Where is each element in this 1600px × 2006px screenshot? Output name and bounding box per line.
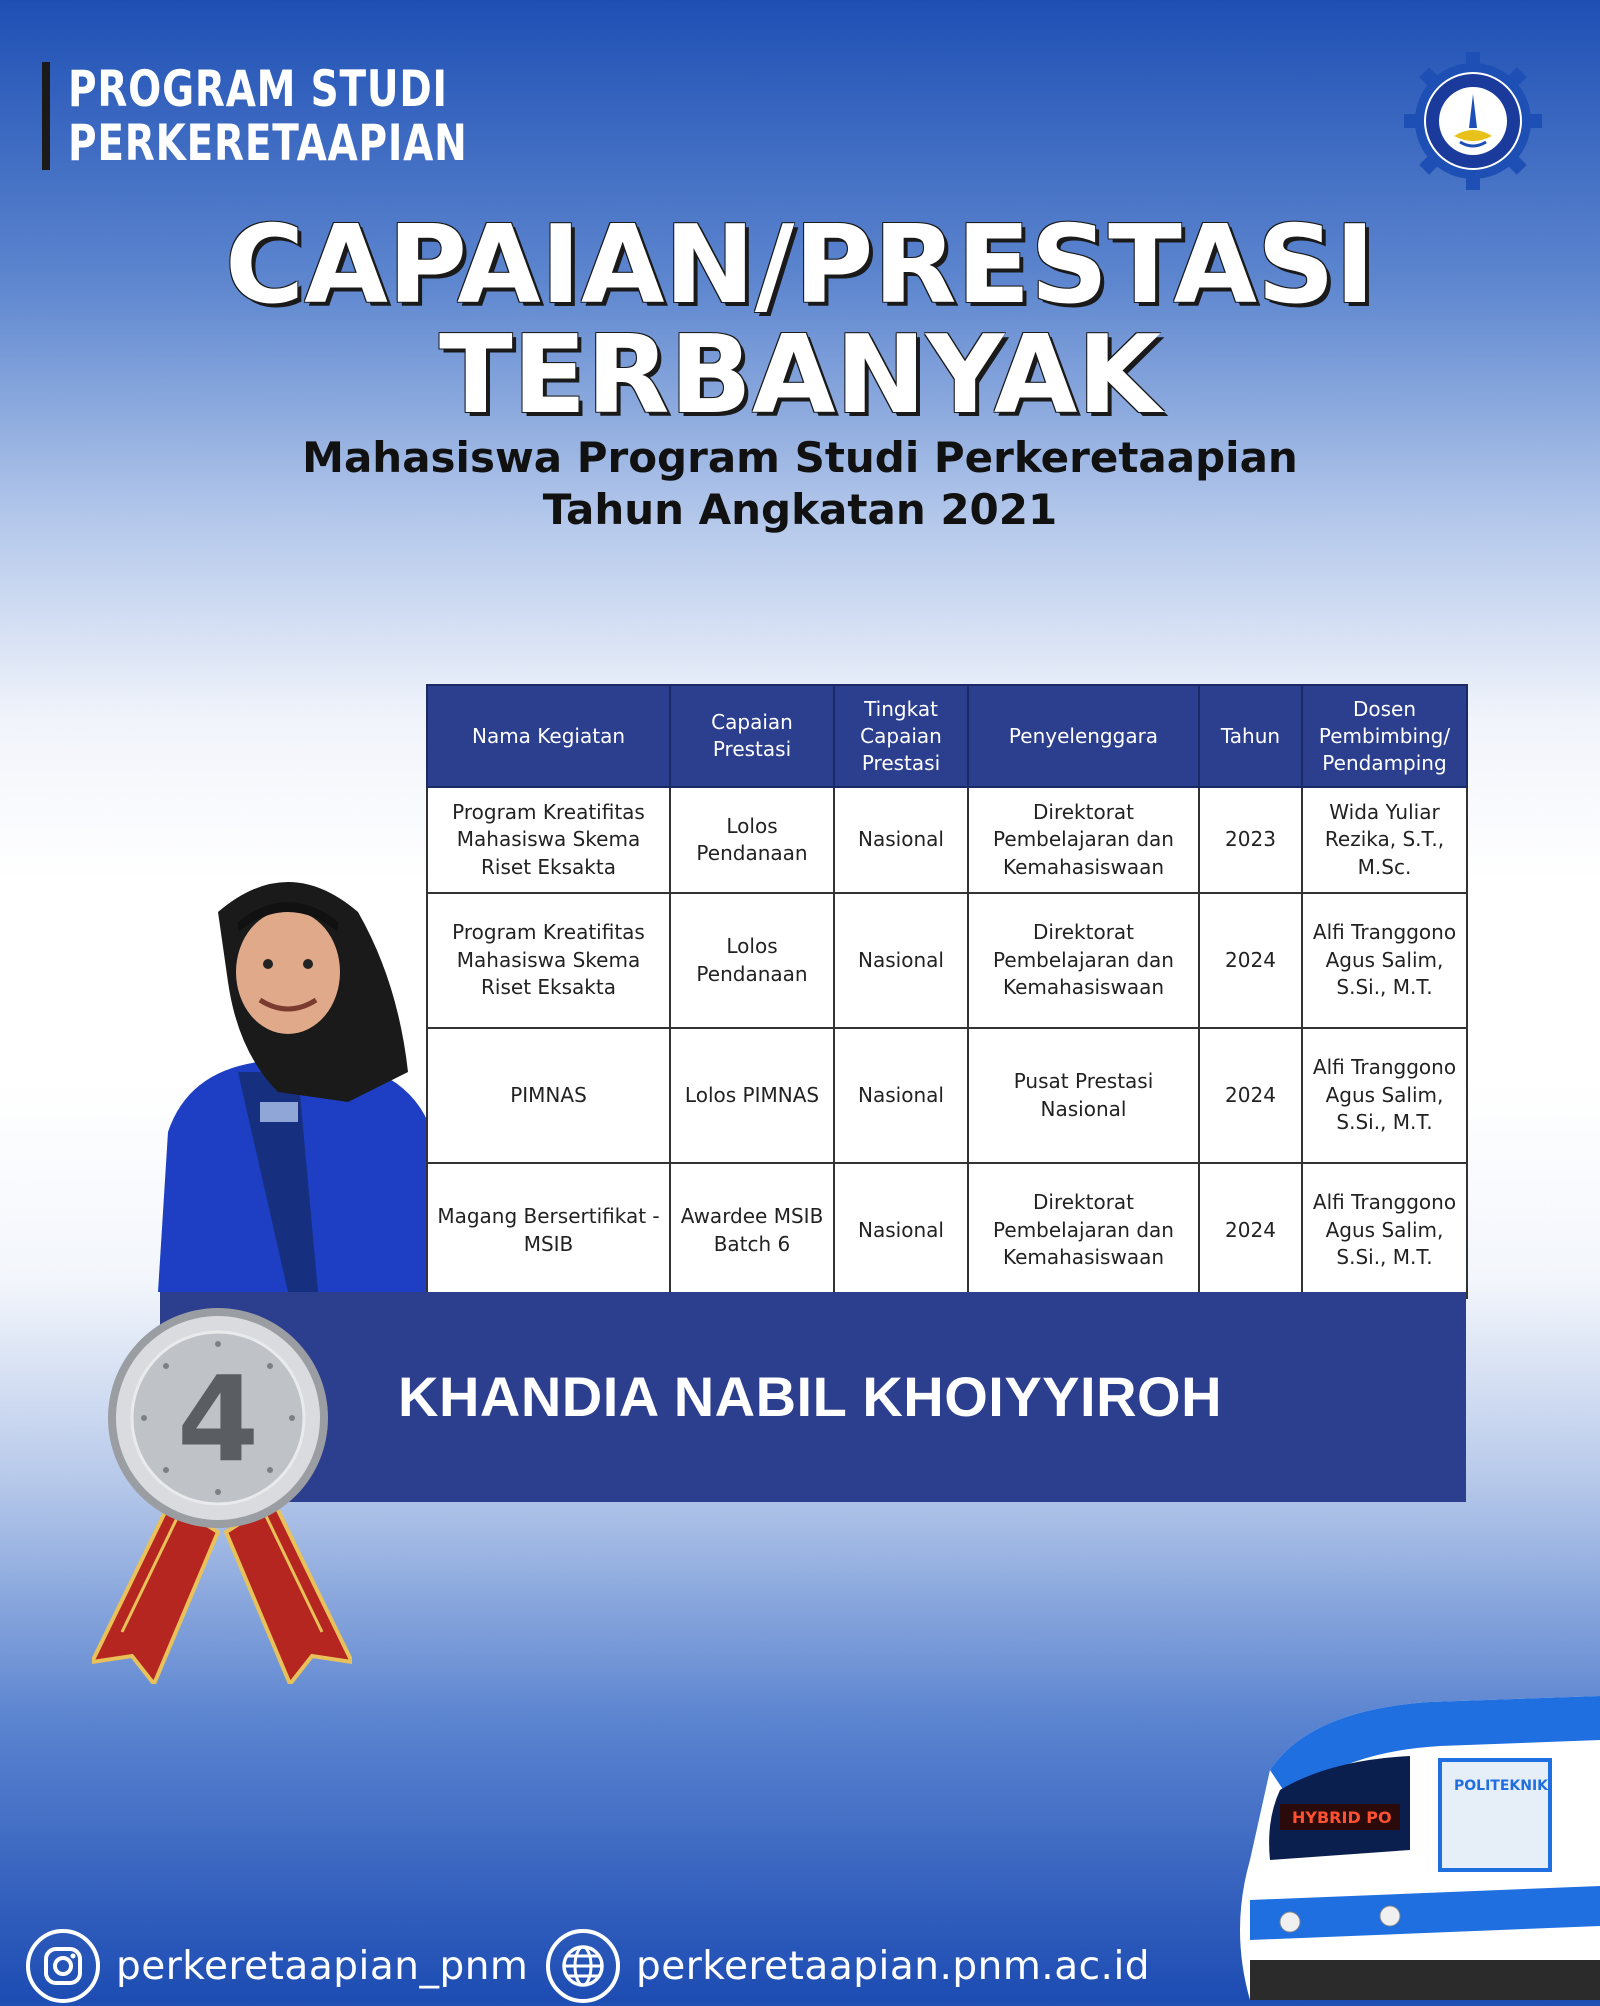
student-name: KHANDIA NABIL KHOIYYIROH: [398, 1365, 1223, 1428]
brand-line1: PROGRAM STUDI: [68, 60, 448, 118]
table-cell: Alfi Tranggono Agus Salim, S.Si., M.T.: [1302, 893, 1467, 1028]
achievement-table: [426, 684, 1468, 1299]
student-name-band: [160, 1292, 1466, 1502]
subtitle-line2: Tahun Angkatan 2021: [542, 485, 1058, 534]
table-cell: Nasional: [834, 1163, 968, 1298]
globe-icon: [546, 1929, 620, 2003]
table-cell: Awardee MSIB Batch 6: [670, 1163, 834, 1298]
instagram-icon: [26, 1929, 100, 2003]
table-cell: 2024: [1199, 893, 1302, 1028]
table-cell: Nasional: [834, 893, 968, 1028]
table-cell: Magang Bersertifikat - MSIB: [427, 1163, 670, 1298]
table-row: [427, 787, 1467, 893]
rank-medal: [92, 1302, 352, 1684]
table-cell: PIMNAS: [427, 1028, 670, 1163]
student-photo: [148, 872, 428, 1292]
table-header-row: [427, 685, 1467, 787]
title-line2: TERBANYAK: [438, 313, 1162, 438]
title-line1: CAPAIAN/PRESTASI: [225, 203, 1375, 328]
table-cell: Program Kreatifitas Mahasiswa Skema Riset Eksakta: [427, 893, 670, 1028]
brand-line2: PERKERETAAPIAN: [68, 114, 468, 172]
header-tahun: Tahun: [1199, 685, 1302, 787]
instagram-link[interactable]: [26, 1926, 528, 2006]
table-cell: Alfi Tranggono Agus Salim, S.Si., M.T.: [1302, 1163, 1467, 1298]
rank-number: 4: [176, 1350, 260, 1488]
train-side-text: POLITEKNIK: [1454, 1778, 1549, 1794]
table-cell: Direktorat Pembelajaran dan Kemahasiswaan: [968, 787, 1199, 893]
header-dosen: Dosen Pembimbing/ Pendamping: [1302, 685, 1467, 787]
table-cell: 2024: [1199, 1163, 1302, 1298]
table-cell: Nasional: [834, 1028, 968, 1163]
table-row: [427, 893, 1467, 1028]
instagram-handle[interactable]: perkeretaapian_pnm: [116, 1943, 529, 1989]
politeknik-logo-icon: [1402, 50, 1544, 192]
header-nama-kegiatan: Nama Kegiatan: [427, 685, 670, 787]
table-cell: Direktorat Pembelajaran dan Kemahasiswaan: [968, 893, 1199, 1028]
table-cell: Direktorat Pembelajaran dan Kemahasiswaan: [968, 1163, 1199, 1298]
header-capaian-prestasi: Capaian Prestasi: [670, 685, 834, 787]
table-cell: Nasional: [834, 787, 968, 893]
table-cell: Program Kreatifitas Mahasiswa Skema Riset Eksakta: [427, 787, 670, 893]
table-cell: 2023: [1199, 787, 1302, 893]
table-cell: Pusat Prestasi Nasional: [968, 1028, 1199, 1163]
program-brand: [42, 62, 580, 170]
table-cell: 2024: [1199, 1028, 1302, 1163]
table-row: [427, 1028, 1467, 1163]
table-cell: Lolos Pendanaan: [670, 787, 834, 893]
header-penyelenggara: Penyelenggara: [968, 685, 1199, 787]
header-tingkat: Tingkat Capaian Prestasi: [834, 685, 968, 787]
website-link[interactable]: [546, 1926, 1150, 2006]
train-label: HYBRID PO: [1292, 1808, 1392, 1827]
table-cell: Alfi Tranggono Agus Salim, S.Si., M.T.: [1302, 1028, 1467, 1163]
website-url[interactable]: perkeretaapian.pnm.ac.id: [636, 1943, 1151, 1989]
train-image: [1230, 1690, 1600, 2000]
table-cell: Lolos PIMNAS: [670, 1028, 834, 1163]
table-row: [427, 1163, 1467, 1298]
subtitle-line1: Mahasiswa Program Studi Perkeretaapian: [302, 433, 1298, 482]
table-cell: Wida Yuliar Rezika, S.T., M.Sc.: [1302, 787, 1467, 893]
table-cell: Lolos Pendanaan: [670, 893, 834, 1028]
